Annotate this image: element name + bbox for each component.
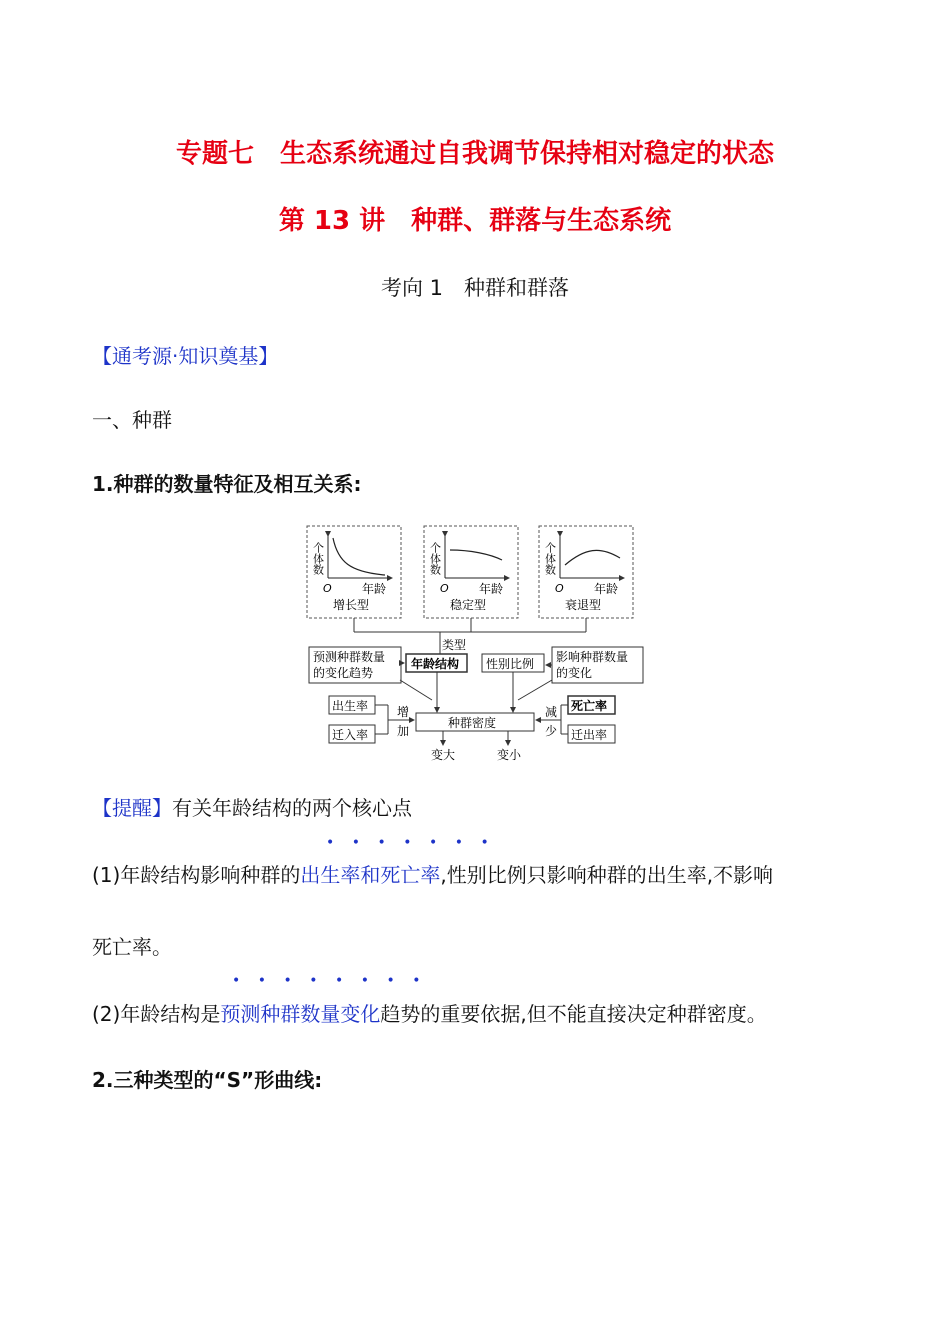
declining-curve bbox=[565, 550, 620, 565]
become-larger-label: 变大 bbox=[431, 748, 456, 762]
reminder-line bbox=[92, 792, 412, 821]
stable-curve bbox=[450, 550, 502, 560]
affect-line-2: 的变化 bbox=[556, 666, 593, 680]
p2-part-b: 趋势的重要依据,但不能直接决定种群密度。 bbox=[380, 1002, 767, 1026]
birth-rate-label: 出生率 bbox=[332, 699, 369, 713]
panel-origin: O bbox=[440, 582, 449, 595]
increase-label-2: 加 bbox=[397, 724, 410, 738]
density-label: 种群密度 bbox=[448, 716, 497, 730]
panel-xlabel: 年龄 bbox=[594, 582, 619, 596]
topic-title: 专题七 生态系统通过自我调节保持相对稳定的状态 bbox=[175, 139, 774, 169]
panel-caption: 衰退型 bbox=[565, 598, 602, 612]
panel-xlabel: 年龄 bbox=[362, 582, 387, 596]
growth-curve bbox=[333, 538, 385, 575]
panel-xlabel: 年龄 bbox=[479, 582, 504, 596]
p1-emphasis: 出生率和死亡率 bbox=[300, 863, 441, 887]
reminder-paragraph-2 bbox=[92, 998, 767, 1027]
become-smaller-label: 变小 bbox=[497, 748, 522, 762]
increase-label-1: 增 bbox=[397, 705, 410, 719]
immigration-rate-label: 迁入率 bbox=[332, 728, 369, 742]
death-rate-label: 死亡率 bbox=[571, 699, 608, 713]
reminder-paragraph-1 bbox=[92, 859, 773, 888]
population-feature-diagram bbox=[300, 520, 650, 770]
stable-type-panel bbox=[424, 526, 518, 618]
section-one-heading: 一、种群 bbox=[92, 408, 172, 432]
panel-caption: 稳定型 bbox=[450, 598, 487, 612]
decrease-label-1: 减 bbox=[545, 705, 558, 719]
panel-ylabel: 个体数 bbox=[428, 542, 442, 575]
panel-ylabel: 个体数 bbox=[311, 542, 325, 575]
emphasis-dots-2: •••••••• bbox=[232, 973, 439, 989]
panel-origin: O bbox=[323, 582, 332, 595]
lecture-title: 第 13 讲 种群、群落与生态系统 bbox=[278, 206, 672, 236]
p2-emphasis: 预测种群数量变化 bbox=[220, 1002, 381, 1026]
growth-type-panel bbox=[307, 526, 401, 618]
reminder-paragraph-1-cont: 死亡率。 bbox=[92, 935, 172, 959]
age-structure-label: 年龄结构 bbox=[411, 657, 460, 671]
type-label: 类型 bbox=[442, 638, 467, 652]
p1-part-b: ,性别比例只影响种群的出生率,不影响 bbox=[440, 863, 774, 887]
p1-part-a: (1)年龄结构影响种群的 bbox=[92, 863, 301, 887]
decrease-label-2: 少 bbox=[545, 724, 558, 738]
panel-origin: O bbox=[555, 582, 564, 595]
panel-caption: 增长型 bbox=[333, 598, 370, 612]
emigration-rate-label: 迁出率 bbox=[571, 728, 608, 742]
point-one-heading: 1.种群的数量特征及相互关系: bbox=[92, 472, 362, 496]
declining-type-panel bbox=[539, 526, 633, 618]
reminder-text: 有关年龄结构的两个核心点 bbox=[172, 796, 412, 820]
reminder-tag: 【提醒】 bbox=[92, 796, 172, 820]
sex-ratio-label: 性别比例 bbox=[486, 657, 535, 671]
p2-part-a: (2)年龄结构是 bbox=[92, 1002, 221, 1026]
affect-line-1: 影响种群数量 bbox=[556, 650, 629, 664]
panel-ylabel: 个体数 bbox=[543, 542, 557, 575]
predict-line-1: 预测种群数量 bbox=[313, 650, 386, 664]
section-tag: 【通考源·知识奠基】 bbox=[92, 344, 279, 368]
emphasis-dots-1: ••••••• bbox=[326, 835, 507, 851]
point-two-heading: 2.三种类型的“S”形曲线: bbox=[92, 1068, 323, 1092]
predict-line-2: 的变化趋势 bbox=[313, 666, 374, 680]
direction-title: 考向 1 种群和群落 bbox=[380, 276, 570, 300]
